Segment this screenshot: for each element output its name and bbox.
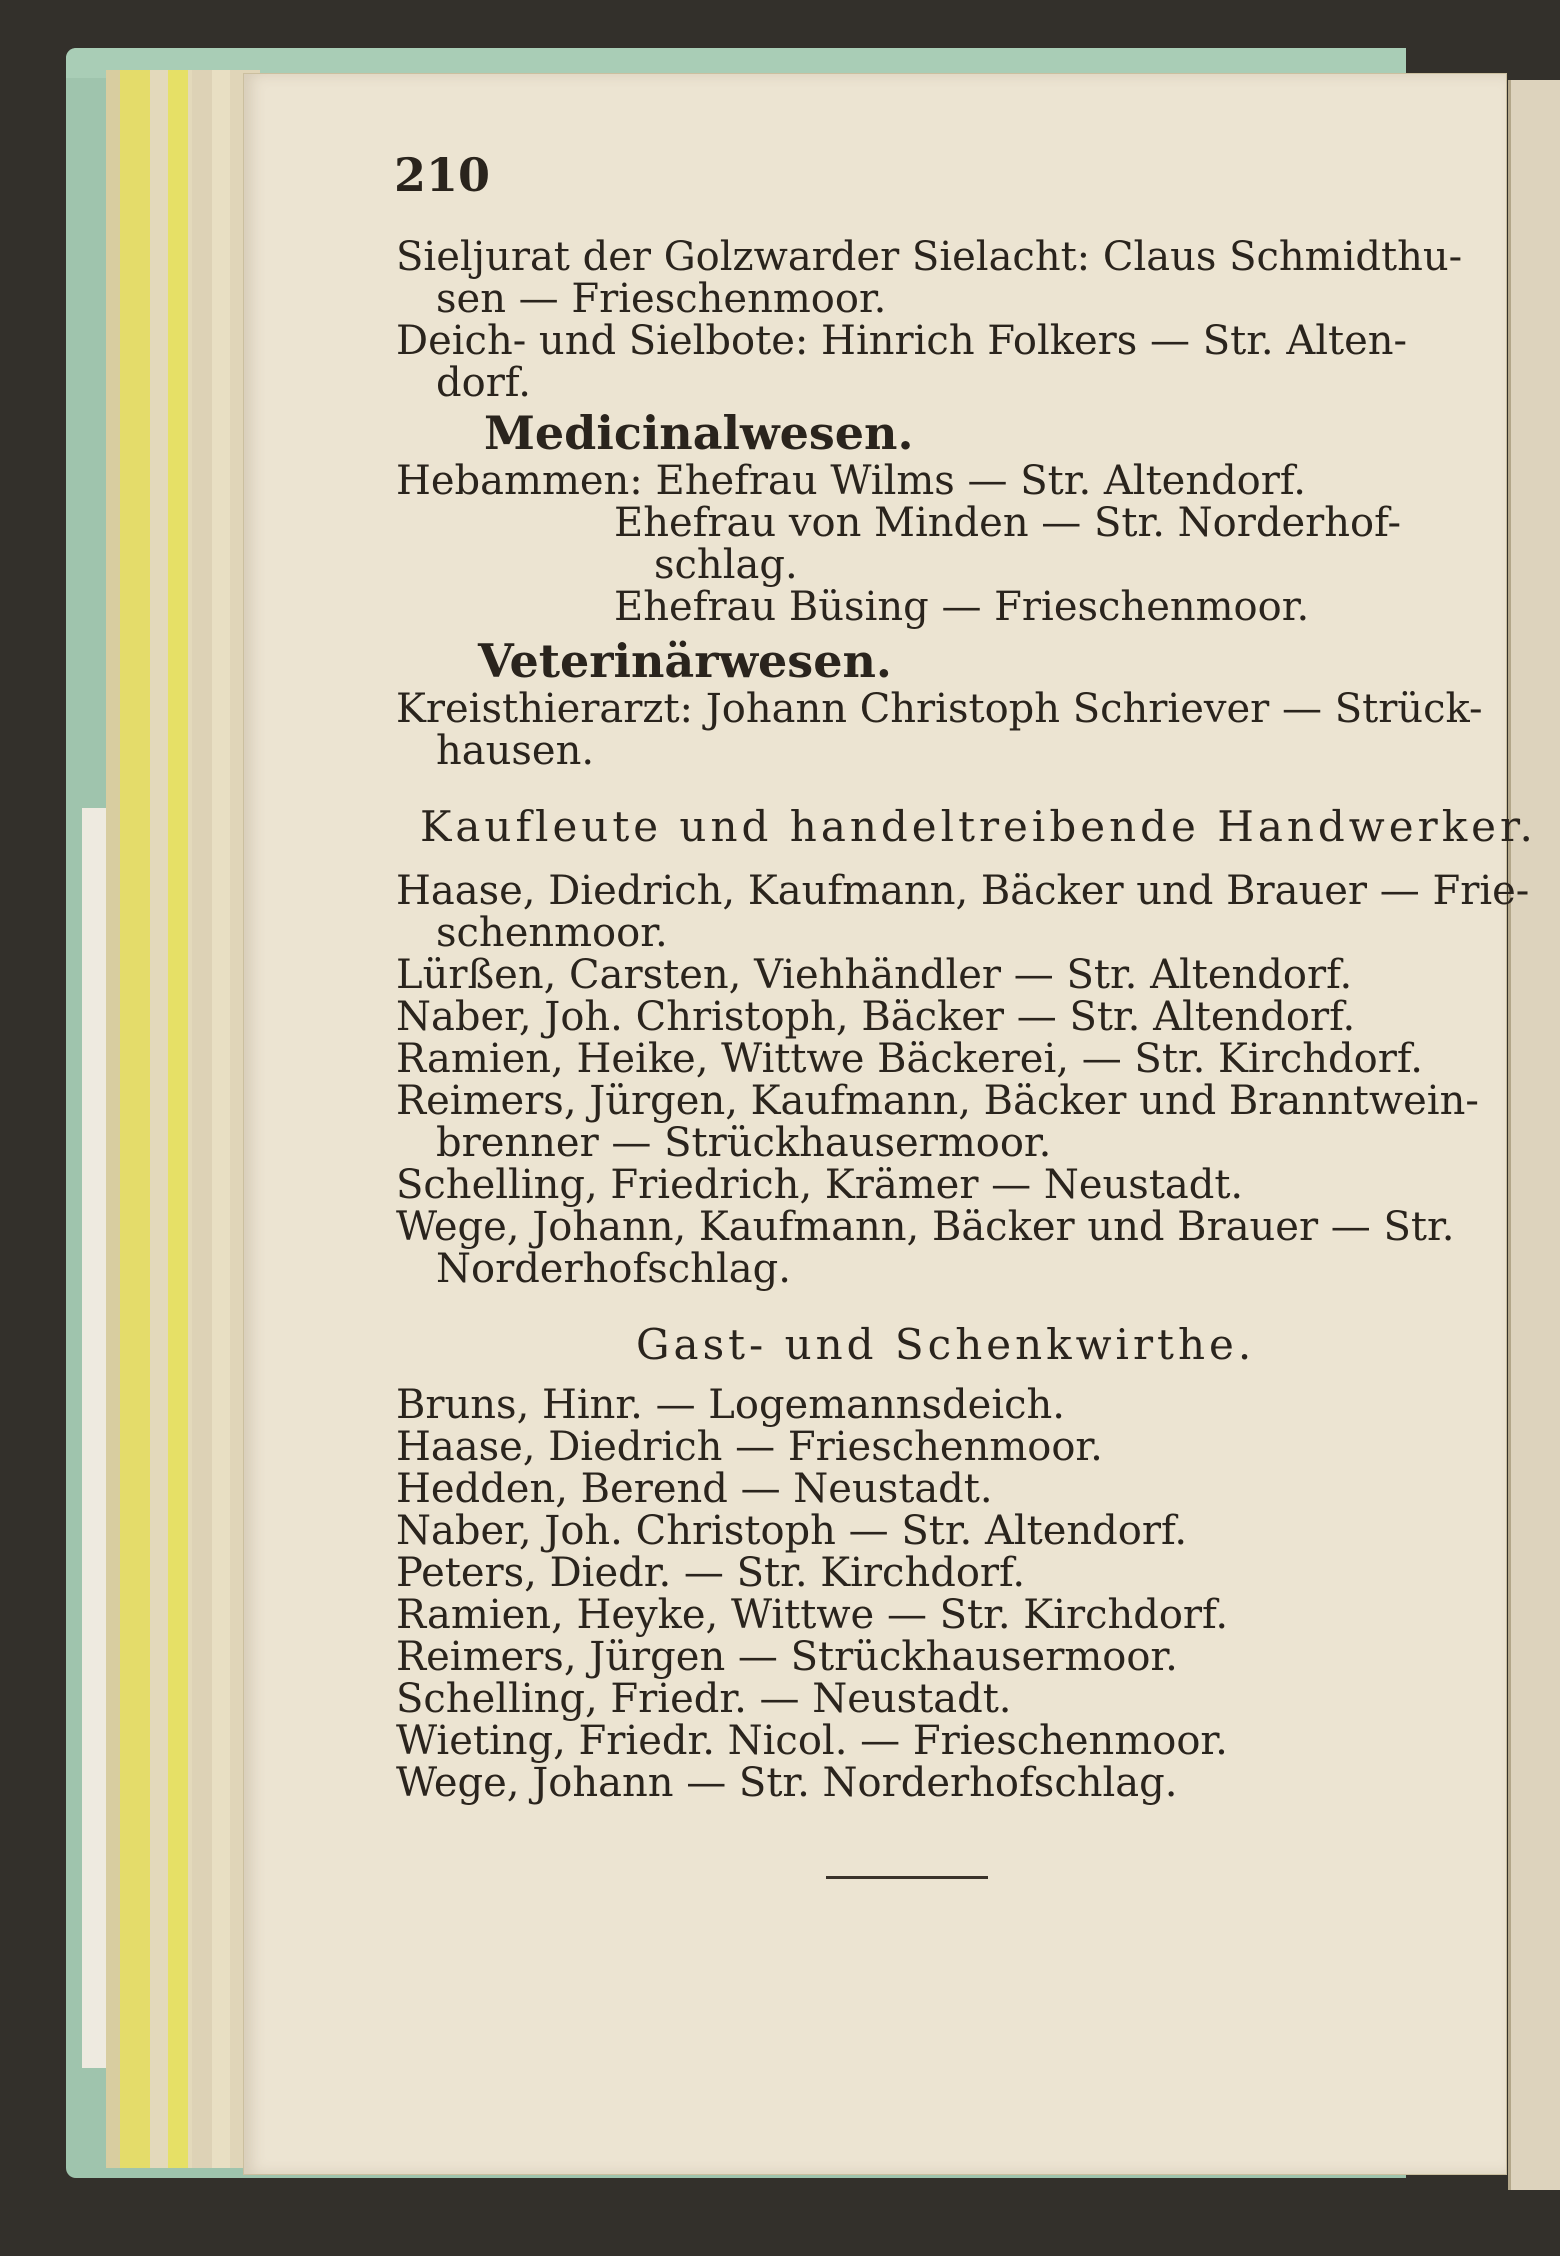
text-line: Ehefrau von Minden — Str. Norderhof- xyxy=(614,500,1401,546)
section-heading-medicinalwesen: Medicinalwesen. xyxy=(484,406,914,460)
text-line: Peters, Diedr. — Str. Kirchdorf. xyxy=(396,1550,1026,1596)
text-line: Wege, Johann — Str. Norderhofschlag. xyxy=(396,1760,1178,1806)
page-edge xyxy=(120,70,152,2168)
text-line: Ramien, Heike, Wittwe Bäckerei, — Str. Kirchdorf. xyxy=(396,1036,1423,1082)
page-edge xyxy=(168,70,188,2168)
text-line: Wieting, Friedr. Nicol. — Frieschenmoor. xyxy=(396,1718,1228,1764)
text-line: Haase, Diedrich — Frieschenmoor. xyxy=(396,1424,1103,1470)
text-line: Schelling, Friedr. — Neustadt. xyxy=(396,1676,1012,1722)
text-line: Wege, Johann, Kaufmann, Bäcker und Brauer — Str. xyxy=(396,1204,1455,1250)
text-line: Norderhofschlag. xyxy=(436,1246,791,1292)
text-line: Deich- und Sielbote: Hinrich Folkers — Str. Alten- xyxy=(396,318,1408,364)
facing-page-edge xyxy=(1508,80,1560,2190)
text-line: Hedden, Berend — Neustadt. xyxy=(396,1466,993,1512)
text-line: Bruns, Hinr. — Logemannsdeich. xyxy=(396,1382,1066,1428)
text-line: Naber, Joh. Christoph, Bäcker — Str. Altendorf. xyxy=(396,994,1356,1040)
text-line: Ramien, Heyke, Wittwe — Str. Kirchdorf. xyxy=(396,1592,1229,1638)
text-line: brenner — Strückhausermoor. xyxy=(436,1120,1052,1166)
text-line: Reimers, Jürgen — Strückhausermoor. xyxy=(396,1634,1178,1680)
section-heading-kaufleute: Kaufleute und handeltreibende Handwerker. xyxy=(420,802,1537,851)
text-line: dorf. xyxy=(436,360,531,406)
text-line: Sieljurat der Golzwarder Sielacht: Claus Schmidthu- xyxy=(396,234,1463,280)
section-heading-gastwirthe: Gast- und Schenkwirthe. xyxy=(636,1320,1256,1369)
text-line: Kreisthierarzt: Johann Christoph Schriever — Strück- xyxy=(396,686,1483,732)
text-line: schlag. xyxy=(654,542,798,588)
text-line: Lürßen, Carsten, Viehhändler — Str. Altendorf. xyxy=(396,952,1353,998)
text-line: Hebammen: Ehefrau Wilms — Str. Altendorf. xyxy=(396,458,1306,504)
text-line: Ehefrau Büsing — Frieschenmoor. xyxy=(614,584,1310,630)
end-rule xyxy=(826,1876,988,1879)
text-line: hausen. xyxy=(436,728,595,774)
page-number: 210 xyxy=(394,148,491,202)
text-line: sen — Frieschenmoor. xyxy=(436,276,887,322)
text-line: Haase, Diedrich, Kaufmann, Bäcker und Brauer — Frie- xyxy=(396,868,1530,914)
text-line: schenmoor. xyxy=(436,910,668,956)
section-heading-veterinaerwesen: Veterinärwesen. xyxy=(478,634,892,688)
text-line: Reimers, Jürgen, Kaufmann, Bäcker und Branntwein- xyxy=(396,1078,1479,1124)
text-line: Schelling, Friedrich, Krämer — Neustadt. xyxy=(396,1162,1244,1208)
text-line: Naber, Joh. Christoph — Str. Altendorf. xyxy=(396,1508,1188,1554)
